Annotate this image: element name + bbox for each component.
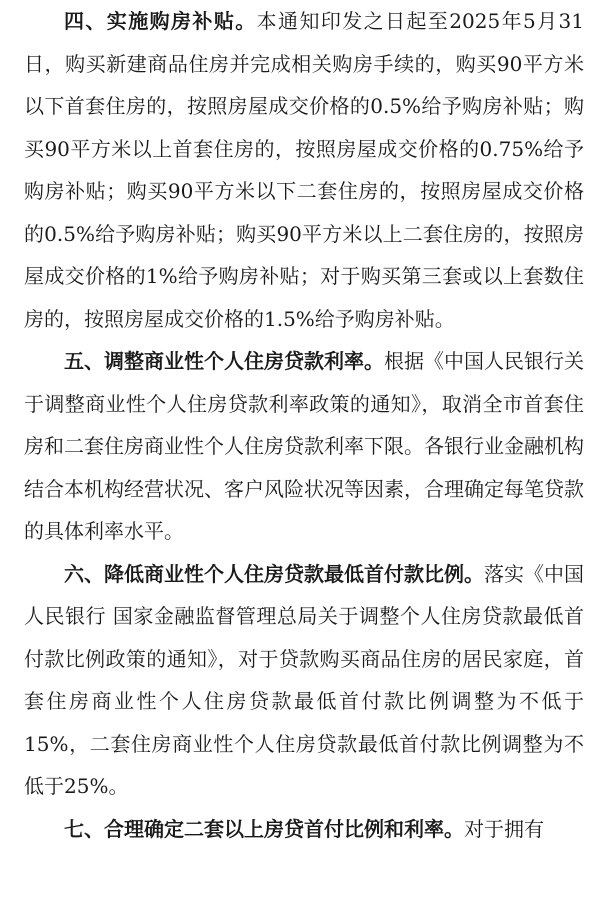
section-7-paragraph — [24, 808, 584, 851]
section-4-paragraph — [24, 0, 584, 340]
section-5-heading: 五、调整商业性个人住房贷款利率。 — [64, 349, 384, 373]
section-4-heading: 四、实施购房补贴。 — [64, 9, 257, 33]
document-page — [24, 0, 584, 850]
section-6-body: 落实《中国人民银行 国家金融监督管理总局关于调整个人住房贷款最低首付款比例政策的通知》，对于贷款购买商品住房的居民家庭，首套住房商业性个人住房贷款最低首付款比例调整为不低于15%，二套住房商业性个人住房贷款最低首付款比例调整为不低于25%。 — [24, 561, 584, 798]
section-4-body: 本通知印发之日起至2025年5月31日，购买新建商品住房并完成相关购房手续的，购买90平方米以下首套住房的，按照房屋成交价格的0.5%给予购房补贴；购买90平方米以上首套住房的，按照房屋成交价格的0.75%给予购房补贴；购买90平方米以下二套住房的，按照房屋成交价格的0.5%给予购房补贴；购买90平方米以上二套住房的，按照房屋成交价格的1%给予购房补贴；对于购买第三套或以上套数住房的，按照房屋成交价格的1.5%给予购房补贴。 — [24, 9, 585, 331]
section-6-heading: 六、降低商业性个人住房贷款最低首付款比例。 — [64, 561, 484, 586]
section-7-heading: 七、合理确定二套以上房贷首付比例和利率。 — [64, 816, 464, 841]
section-5-body: 根据《中国人民银行关于调整商业性个人住房贷款利率政策的通知》，取消全市首套住房和二套住房商业性个人住房贷款利率下限。各银行业金融机构结合本机构经营状况、客户风险状况等因素，合理确定每笔贷款的具体利率水平。 — [24, 349, 584, 543]
section-6-paragraph — [24, 553, 584, 808]
section-7-body: 对于拥有 — [464, 816, 544, 841]
section-5-paragraph — [24, 340, 584, 553]
